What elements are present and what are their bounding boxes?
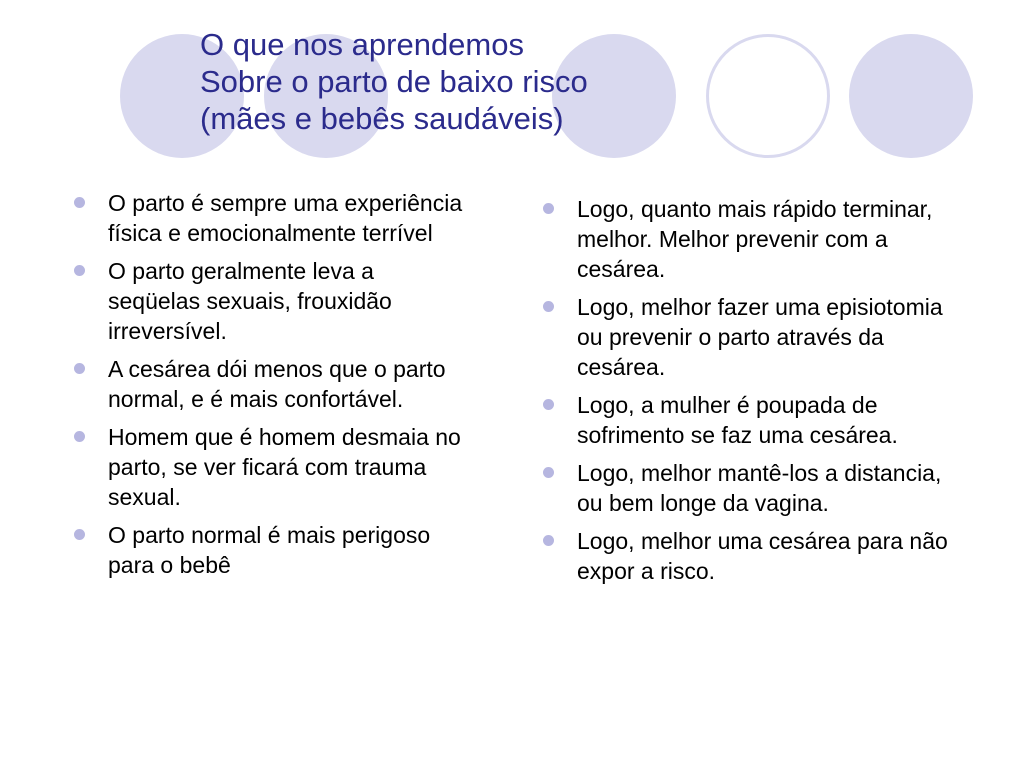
bullet-icon	[74, 197, 85, 208]
bullet-icon	[74, 265, 85, 276]
bullet-icon	[543, 203, 554, 214]
bullet-icon	[543, 301, 554, 312]
list-item	[541, 194, 961, 284]
list-item	[72, 520, 472, 580]
bullet-text: Homem que é homem desmaia no parto, se ver ficará com trauma sexual.	[108, 424, 461, 510]
bullet-text: Logo, melhor mantê-los a distancia, ou bem longe da vagina.	[577, 460, 942, 516]
bullet-text: Logo, melhor uma cesárea para não expor a risco.	[577, 528, 948, 584]
title-line-2: Sobre o parto de baixo risco	[200, 64, 588, 99]
bullet-text: O parto normal é mais perigoso para o bebê	[108, 522, 431, 578]
list-item	[72, 256, 472, 346]
title-line-1: O que nos aprendemos	[200, 27, 524, 62]
list-item	[541, 292, 961, 382]
list-item	[541, 458, 961, 518]
bullet-text: Logo, a mulher é poupada de sofrimento se faz uma cesárea.	[577, 392, 898, 448]
list-item	[72, 422, 472, 512]
bullet-icon	[74, 529, 85, 540]
list-item	[72, 188, 472, 248]
bullet-icon	[543, 399, 554, 410]
bullet-icon	[74, 363, 85, 374]
list-item	[541, 390, 961, 450]
decor-ring-circle	[706, 34, 830, 158]
bullet-icon	[74, 431, 85, 442]
bullet-icon	[543, 535, 554, 546]
title-line-3: (mães e bebês saudáveis)	[200, 101, 564, 136]
left-bullet-list	[72, 188, 472, 588]
bullet-text: A cesárea dói menos que o parto normal, e é mais confortável.	[108, 356, 446, 412]
bullet-icon	[543, 467, 554, 478]
bullet-text: Logo, quanto mais rápido terminar, melhor. Melhor prevenir com a cesárea.	[577, 196, 933, 282]
list-item	[541, 526, 961, 586]
bullet-text: O parto geralmente leva a seqüelas sexuais, frouxidão irreversível.	[108, 258, 392, 344]
bullet-text: O parto é sempre uma experiência física e emocionalmente terrível	[108, 190, 463, 246]
slide-title	[200, 26, 588, 137]
list-item	[72, 354, 472, 414]
decor-circle-5	[849, 34, 973, 158]
right-bullet-list	[541, 194, 961, 594]
bullet-text: Logo, melhor fazer uma episiotomia ou prevenir o parto através da cesárea.	[577, 294, 943, 380]
